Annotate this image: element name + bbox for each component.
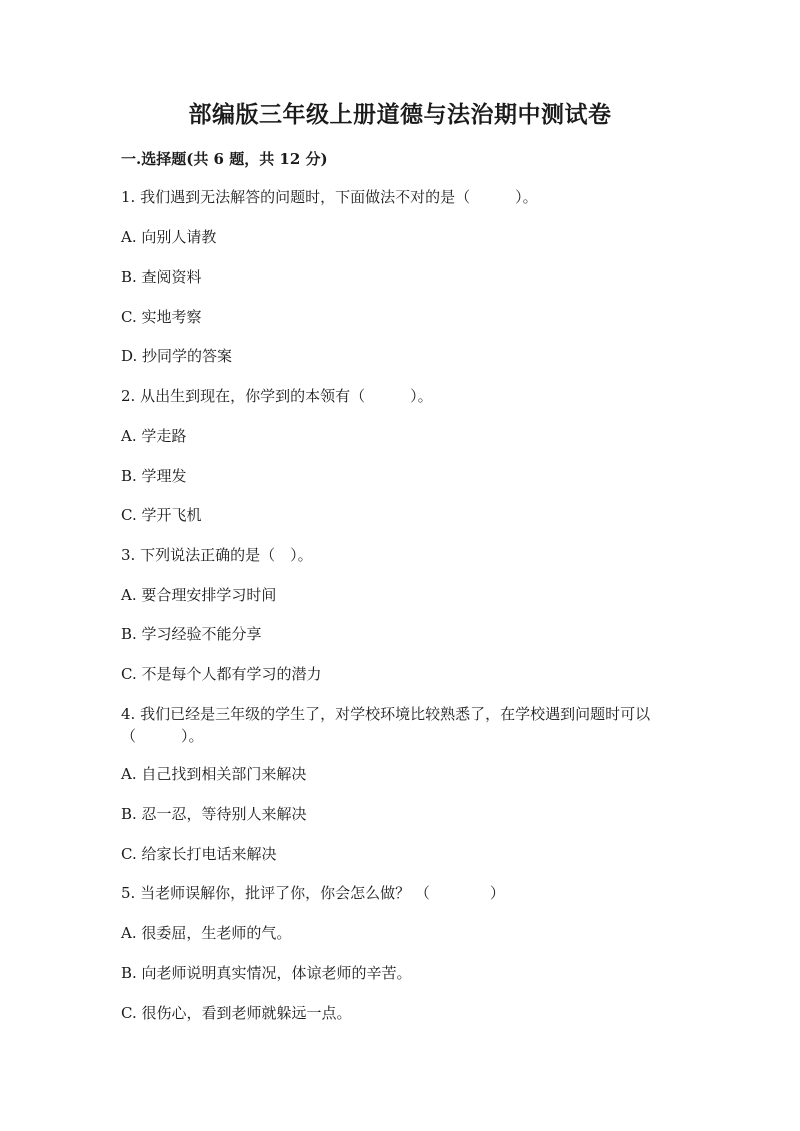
question-1-option-a: A. 向别人请教 [121, 228, 217, 246]
question-2-option-c: C. 学开飞机 [121, 506, 202, 524]
question-4-option-b: B. 忍一忍，等待别人来解决 [121, 805, 307, 823]
question-2-option-b: B. 学理发 [121, 467, 187, 485]
question-stem-1: 1. 我们遇到无法解答的问题时，下面做法不对的是（ ）。 [121, 188, 538, 206]
question-stem-2: 2. 从出生到现在，你学到的本领有（ ）。 [121, 387, 433, 405]
question-3-option-a: A. 要合理安排学习时间 [121, 586, 277, 604]
question-5-option-b: B. 向老师说明真实情况，体谅老师的辛苦。 [121, 964, 412, 982]
page-title: 部编版三年级上册道德与法治期中测试卷 [188, 101, 612, 128]
question-5-option-a: A. 很委屈，生老师的气。 [121, 924, 292, 942]
question-3-option-b: B. 学习经验不能分享 [121, 625, 262, 643]
question-1-option-d: D. 抄同学的答案 [121, 347, 233, 365]
question-1-option-b: B. 查阅资料 [121, 268, 202, 286]
question-3-option-c: C. 不是每个人都有学习的潜力 [121, 665, 322, 683]
section-heading: 一.选择题(共 6 题，共 12 分) [121, 150, 328, 168]
question-4-option-c: C. 给家长打电话来解决 [121, 845, 277, 863]
question-1-option-c: C. 实地考察 [121, 308, 202, 326]
question-stem-4: 4. 我们已经是三年级的学生了，对学校环境比较熟悉了，在学校遇到问题时可以（ ）。 [121, 705, 651, 745]
question-4-option-a: A. 自己找到相关部门来解决 [121, 765, 307, 783]
question-stem-3: 3. 下列说法正确的是（ ）。 [121, 546, 313, 564]
question-5-option-c: C. 很伤心，看到老师就躲远一点。 [121, 1004, 352, 1022]
question-2-option-a: A. 学走路 [121, 427, 187, 445]
question-stem-5: 5. 当老师误解你，批评了你，你会怎么做？ （ ） [121, 884, 505, 902]
